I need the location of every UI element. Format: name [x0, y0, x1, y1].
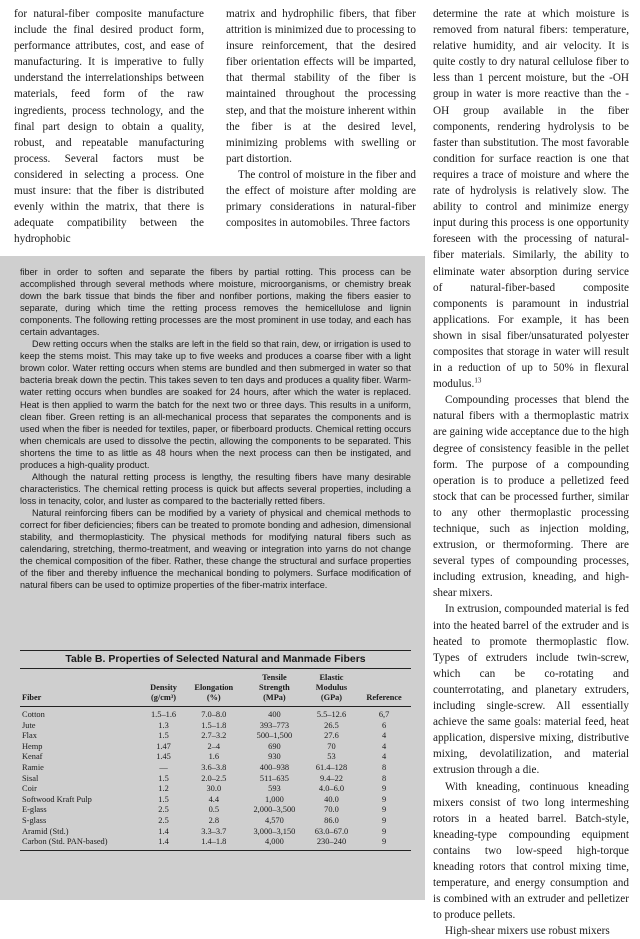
cell-elongation: 2.0–2.5 — [201, 773, 227, 783]
table-row — [20, 721, 411, 732]
sidebar-paragraph: Dew retting occurs when the stalks are left in the field so that rain, dew, or irrigation is used to keep the stems moist. This may take up to five weeks and produces a coarse fiber with a light brown color. Water retting occurs when stems are bundled and then submerged in water so that bacteria break down the pectin. This takes seven to ten days and produces a quality fiber. Warm-water retting occurs when bundles are soaked for 24 hours, after which the water is replaced. Heat is then applied to warm the batch for the next two or three days. This results in a uniform, clean fiber. Green retting is an all-mechanical process that separates the components and is used when the fiber is needed for textiles, paper, or fiberboard products. Chemical retting occurs when chemicals are used to dissolve the pectin, allowing the components to be separated. This shortens the time to as little as 48 hours when the next process can then be instigated, and produces a high-quality product. — [20, 339, 411, 470]
footnote-ref: 13 — [474, 376, 482, 385]
cell-fiber: Flax — [22, 731, 37, 741]
cell-tensile-strength: 4,570 — [265, 815, 284, 825]
column-3 — [433, 6, 629, 939]
properties-table — [20, 650, 411, 851]
table-row — [20, 827, 411, 838]
cell-reference: 4 — [381, 741, 387, 751]
table-row — [20, 731, 411, 742]
cell-elongation: 1.5–1.8 — [201, 720, 227, 730]
table-header-row — [20, 669, 411, 707]
table-row — [20, 752, 411, 763]
sidebar-paragraph: fiber in order to soften and separate the fibers by partial rotting. This process can be accomplished through several methods where moisture, microorganisms, or chemistry break down the bark tissue that binds the fiber and nonfiber portions, making the fibers easier to separate, during which time the retting process removes the hemicellulose and lignin components. The following retting processes are the most prominent in use today, and each has certain advantages. — [20, 267, 411, 338]
cell-fiber: Softwood Kraft Pulp — [22, 794, 92, 804]
cell-elongation: 30.0 — [206, 784, 222, 794]
cell-elastic-modulus: 27.6 — [324, 731, 339, 741]
sidebar-paragraph: Natural reinforcing fibers can be modified by a variety of physical and chemical methods to correct for fiber deficiencies; fibers can be treated to promote bonding and adhesion, dimensional stability, and thermoplasticity. The physical methods for modifying natural fibers such as calendaring, stretching, thermo-treatment, and weaving or integration into yarns do not change the chemical composition of the fiber. Rather, these change the structural and surface properties of the fiber and thereby influence the mechanical bonding to polymers. Surface modification of natural fibers can be used to optimize properties of the fiber-matrix interface. — [20, 507, 411, 591]
header-elastic-modulus: Elastic Modulus (GPa) — [306, 669, 357, 707]
cell-elastic-modulus: 40.0 — [324, 794, 339, 804]
cell-reference: 8 — [381, 762, 387, 772]
cell-tensile-strength: 593 — [268, 784, 281, 794]
cell-density: 1.4 — [158, 826, 169, 836]
column-3-text: determine the rate at which moisture is removed from natural fibers: temperature, relative humidity, and air velocity. It is quite costly to dry natural cellulose fiber to less than 1 percent moisture, but the -OH group in water is more reactive than the -OH group available in the fiber components, rendering hydrolysis to be faster than substitution. The most favorable condition for surface reaction is one that requires a trace of moisture and where the rate of hydrolysis is relatively slow. The ability to control and minimize energy input during this process is one opportunity foreseen with the processing of natural-fiber materials. Similarly, the ability to eliminate water absorption during service of natural-fiber-based composite components is paramount in industrial applications. For example, it has been shown in sisal fiber/unsaturated polyester composites that storage in water will result in a reduction of up to 50% in flexural modulus. — [433, 8, 629, 391]
cell-elongation: 2–4 — [207, 741, 221, 751]
cell-fiber: Sisal — [22, 773, 39, 783]
table-row — [20, 795, 411, 806]
cell-reference: 9 — [381, 794, 387, 804]
table-body — [20, 707, 411, 851]
cell-density: 1.3 — [158, 720, 169, 730]
column-2-paragraph: The control of moisture in the fiber and the effect of moisture after molding are primary considerations in natural-fiber composites in automobiles. Three factors — [226, 168, 416, 230]
cell-tensile-strength: 393–773 — [259, 720, 290, 730]
cell-density: — — [159, 762, 168, 772]
cell-tensile-strength: 500–1,500 — [256, 731, 293, 741]
sidebar-paragraph: Although the natural retting process is lengthy, the resulting fibers have many desirable characteristics. The chemical retting process is quick but affects several properties, including a loss in tenacity, color, and luster as compared to the bacterially retted fibers. — [20, 471, 411, 506]
cell-tensile-strength: 1,000 — [265, 794, 284, 804]
column-2 — [226, 6, 416, 231]
cell-elongation: 2.7–3.2 — [201, 731, 227, 741]
cell-elongation: 3.6–3.8 — [201, 762, 227, 772]
cell-elastic-modulus: 9.4–22 — [319, 773, 343, 783]
cell-fiber: Aramid (Std.) — [22, 826, 69, 836]
cell-elastic-modulus: 86.0 — [324, 815, 339, 825]
header-density: Density (g/cm³) — [143, 669, 185, 707]
cell-fiber: Ramie — [22, 762, 44, 772]
column-3-paragraph: In extrusion, compounded material is fed into the heated barrel of the extruder and is heated to promote thermoplastic flow. Types of extruders include twin-screw, which can be co-rotating and counterrotating, and planetary extruders, including single-screw. All essentially achieve the same goals: material feed, heat application, dispersive mixing, distributive mixing, devolatilization, and material extrusion through a die. — [433, 603, 629, 777]
cell-reference: 9 — [357, 837, 411, 850]
cell-fiber: Hemp — [22, 741, 43, 751]
column-3-paragraph — [433, 6, 629, 392]
cell-fiber: S-glass — [22, 815, 47, 825]
cell-elongation: 0.5 — [208, 805, 220, 815]
cell-fiber: Jute — [22, 720, 36, 730]
cell-elastic-modulus: 53 — [327, 752, 336, 762]
cell-density: 1.5 — [158, 773, 169, 783]
cell-reference: 9 — [381, 784, 387, 794]
table-row — [20, 763, 411, 774]
cell-reference: 9 — [381, 826, 387, 836]
cell-elastic-modulus: 63.0–67.0 — [314, 826, 349, 836]
table-row — [20, 742, 411, 753]
cell-elongation: 3.3–3.7 — [201, 826, 227, 836]
column-3-paragraph: Compounding processes that blend the natural fibers with a thermoplastic matrix are gaining wide acceptance due to the high degree of consistency feasible in the pellet form. The purpose of a compounding operation is to produce a pelletized feed stock that can be processed further, similar to any other thermoplastic processing technique, such as injection molding, extrusion, or thermoforming. There are several types of compounding processes, including extrusion, kneading, and high-shear mixers. — [433, 394, 630, 600]
table-row — [20, 837, 411, 850]
cell-reference: 4 — [381, 731, 387, 741]
column-1 — [14, 6, 204, 247]
cell-reference: 9 — [381, 815, 387, 825]
cell-elastic-modulus: 70 — [327, 741, 336, 751]
table-row — [20, 774, 411, 785]
header-tensile-strength: Tensile Strength (MPa) — [243, 669, 306, 707]
cell-elongation: 2.8 — [208, 815, 220, 825]
cell-reference: 9 — [381, 805, 387, 815]
cell-tensile-strength: 2,000–3,500 — [253, 805, 296, 815]
cell-density: 2.5 — [158, 805, 169, 815]
cell-tensile-strength: 400 — [268, 710, 281, 719]
header-reference: Reference — [357, 669, 411, 707]
cell-fiber: Coir — [22, 784, 37, 794]
cell-tensile-strength: 930 — [268, 752, 281, 762]
cell-reference: 4 — [381, 752, 387, 762]
cell-elongation: 1.6 — [208, 752, 220, 762]
cell-density: 1.2 — [158, 784, 169, 794]
table-title: Table B. Properties of Selected Natural and Manmade Fibers — [20, 650, 411, 669]
cell-elongation: 7.0–8.0 — [201, 710, 227, 719]
cell-fiber: Kenaf — [22, 752, 43, 762]
cell-elastic-modulus: 4.0–6.0 — [318, 784, 345, 794]
table-row — [20, 707, 411, 721]
cell-reference: 8 — [381, 773, 387, 783]
cell-tensile-strength: 400–938 — [259, 762, 290, 772]
cell-density: 1.4 — [143, 837, 185, 850]
column-2-paragraph: matrix and hydrophilic fibers, that fiber attrition is minimized due to processing to insure reinforcement, that the desired fiber orientation effects will be imparted, that thermal stability of the fiber is maintained throughout the processing step, and that the moisture inherent within the fiber is at the desired level, minimizing problems with swelling or part distortion. — [226, 8, 416, 165]
cell-density: 2.5 — [158, 815, 169, 825]
header-elongation: Elongation (%) — [185, 669, 243, 707]
cell-fiber: Carbon (Std. PAN-based) — [20, 837, 143, 850]
cell-elastic-modulus: 61.4–128 — [315, 762, 348, 772]
cell-tensile-strength: 511–635 — [259, 773, 289, 783]
cell-elastic-modulus: 70.0 — [324, 805, 339, 815]
cell-density: 1.5 — [158, 794, 169, 804]
table-row — [20, 805, 411, 816]
cell-density: 1.5–1.6 — [150, 710, 177, 719]
cell-elastic-modulus: 26.5 — [324, 720, 339, 730]
cell-elongation: 1.4–1.8 — [185, 837, 243, 850]
cell-elastic-modulus: 230–240 — [306, 837, 357, 850]
cell-tensile-strength: 3,000–3,150 — [253, 826, 296, 836]
cell-fiber: Cotton — [22, 710, 45, 719]
cell-density: 1.47 — [156, 741, 171, 751]
cell-elastic-modulus: 5.5–12.6 — [316, 710, 347, 719]
column-3-paragraph: High-shear mixers use robust mixers — [445, 925, 610, 938]
column-1-paragraph: for natural-fiber composite manufacture include the final desired product form, performance attributes, cost, and ease of manufacturing. It is imperative to fully understand the interrelationships between materials, feed form of the raw ingredients, process technology, and the final part design to obtain a quality, robust, and repeatable manufacturing process. Several factors must be considered in selecting a process. One must insure: that the fiber is distributed evenly within the matrix, that there is adequate compatibility between the hydrophobic — [14, 8, 204, 246]
cell-elongation: 4.4 — [208, 794, 220, 804]
cell-density: 1.45 — [156, 752, 171, 762]
cell-tensile-strength: 690 — [268, 741, 281, 751]
cell-fiber: E-glass — [22, 805, 47, 815]
fiber-properties-table — [20, 669, 411, 851]
table-row — [20, 816, 411, 827]
cell-tensile-strength: 4,000 — [243, 837, 306, 850]
cell-reference: 6,7 — [378, 710, 390, 719]
cell-reference: 6 — [381, 720, 387, 730]
sidebar-text — [20, 266, 411, 591]
table-row — [20, 784, 411, 795]
cell-density: 1.5 — [158, 731, 169, 741]
column-3-paragraph: With kneading, continuous kneading mixers consist of two long intermeshing rotors in a heated barrel. Batch-style, kneading-type compounding equipment contains two low-speed high-torque kneading rotors that control mixing time, temperature, and energy consumption and is combined with an extruder and pelletizer to produce pellets. — [433, 780, 629, 922]
header-fiber: Fiber — [20, 669, 143, 707]
